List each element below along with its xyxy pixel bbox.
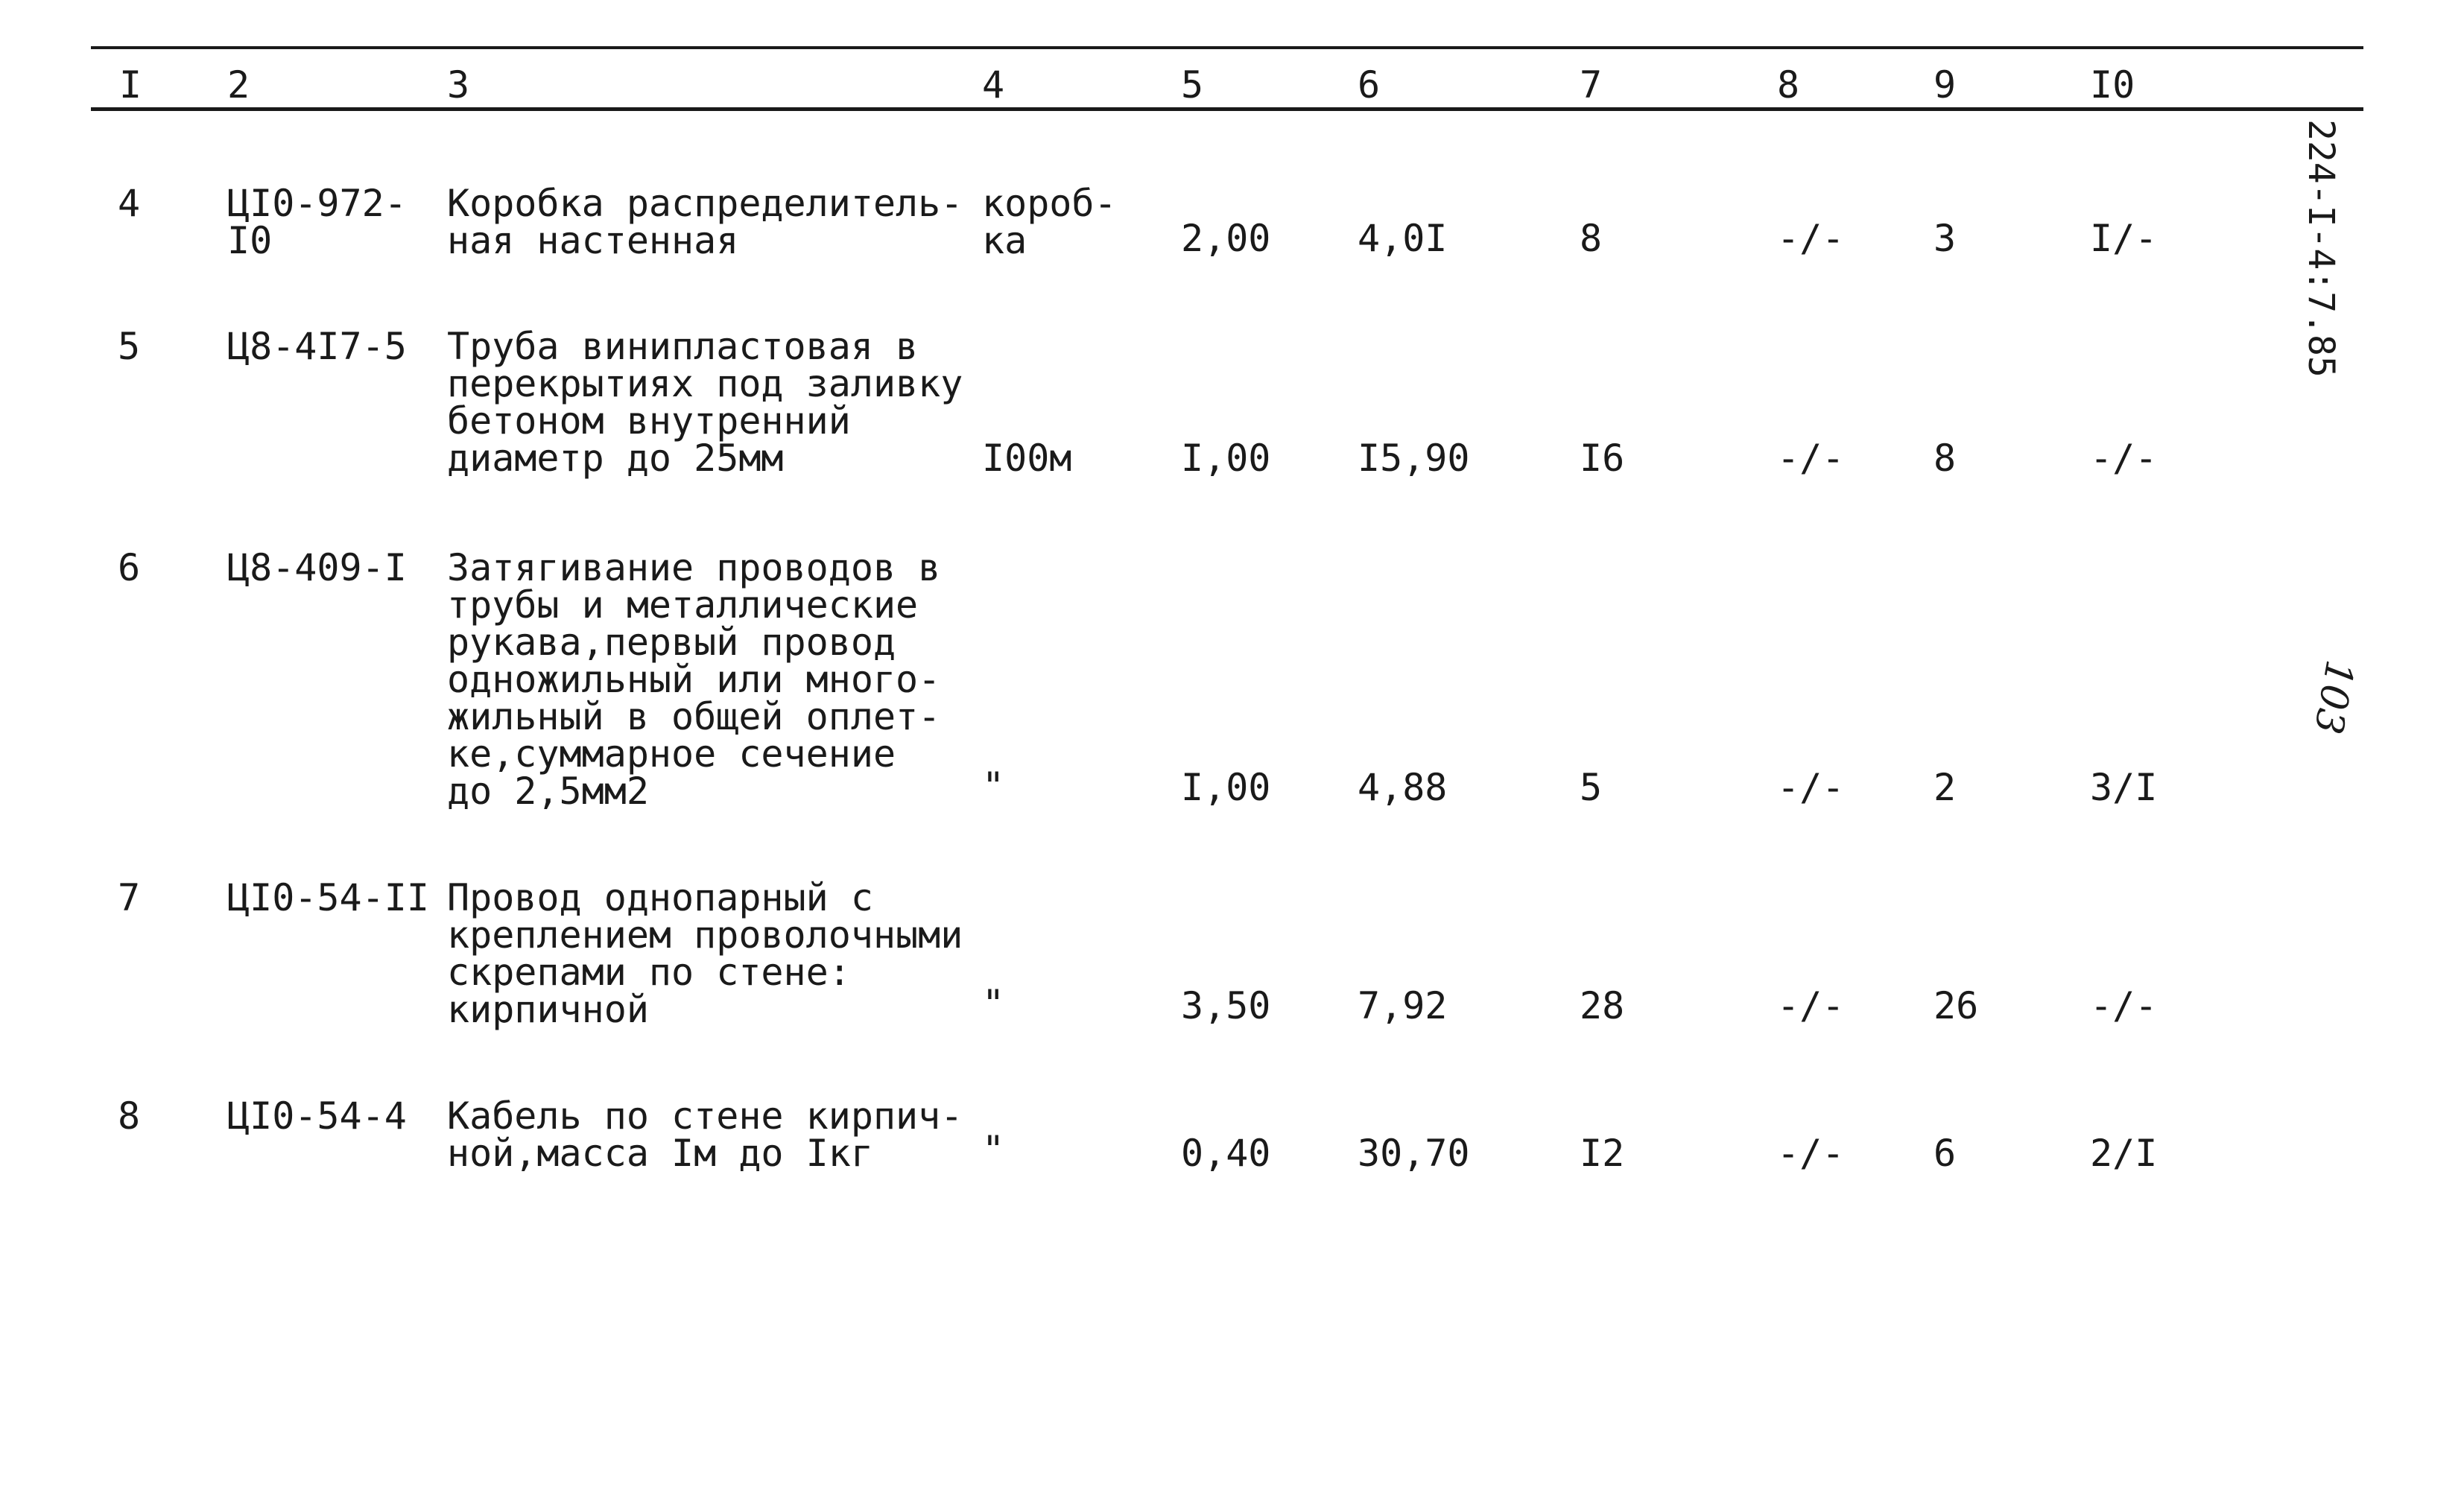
column-8-value: -/- bbox=[1777, 984, 1845, 1027]
column-10-value: -/- bbox=[2090, 437, 2158, 480]
column-header-8: 8 bbox=[1777, 63, 1800, 107]
quantity: 3,50 bbox=[1181, 984, 1271, 1027]
table-header-rule bbox=[91, 107, 2363, 111]
row-number: 4 bbox=[118, 182, 141, 225]
work-name: Коробка распределитель- ная настенная bbox=[447, 182, 963, 262]
column-header-5: 5 bbox=[1181, 63, 1204, 107]
column-10-value: I/- bbox=[2090, 217, 2158, 260]
column-header-10: I0 bbox=[2090, 63, 2135, 107]
page-number: 103 bbox=[2305, 656, 2362, 738]
row-number: 7 bbox=[118, 876, 141, 919]
norm-code: ЦI0-972- I0 bbox=[227, 182, 407, 262]
work-name: Затягивание проводов в трубы и металлические рукава,первый провод одножильный или много- жильный в общей оплет- ке,суммарное сечение до 2,5мм2 bbox=[447, 546, 941, 813]
column-header-3: 3 bbox=[447, 63, 470, 107]
column-7-value: 8 bbox=[1580, 217, 1603, 260]
quantity: 2,00 bbox=[1181, 217, 1271, 260]
norm-code: Ц8-409-I bbox=[227, 546, 407, 589]
column-8-value: -/- bbox=[1777, 1132, 1845, 1175]
column-header-7: 7 bbox=[1580, 63, 1603, 107]
document-code: 224-I-4:7.85 bbox=[2300, 119, 2342, 378]
unit: I00м bbox=[982, 437, 1072, 480]
column-7-value: 28 bbox=[1580, 984, 1625, 1027]
column-header-6: 6 bbox=[1358, 63, 1381, 107]
norm-code: ЦI0-54-II bbox=[227, 876, 429, 919]
column-header-2: 2 bbox=[227, 63, 250, 107]
column-6-value: I5,90 bbox=[1358, 437, 1470, 480]
column-6-value: 4,0I bbox=[1358, 217, 1448, 260]
column-header-4: 4 bbox=[982, 63, 1005, 107]
column-9-value: 26 bbox=[1933, 984, 1979, 1027]
column-9-value: 3 bbox=[1933, 217, 1957, 260]
column-8-value: -/- bbox=[1777, 766, 1845, 809]
column-7-value: I2 bbox=[1580, 1132, 1625, 1175]
row-number: 8 bbox=[118, 1094, 141, 1138]
norm-code: Ц8-4I7-5 bbox=[227, 325, 407, 368]
column-6-value: 7,92 bbox=[1358, 984, 1448, 1027]
quantity: I,00 bbox=[1181, 437, 1271, 480]
column-6-value: 30,70 bbox=[1358, 1132, 1470, 1175]
column-10-value: 2/I bbox=[2090, 1132, 2158, 1175]
unit: короб- ка bbox=[982, 182, 1117, 262]
quantity: I,00 bbox=[1181, 766, 1271, 809]
column-10-value: -/- bbox=[2090, 984, 2158, 1027]
work-name: Труба винипластовая в перекрытиях под заливку бетоном внутренний диаметр до 25мм bbox=[447, 325, 963, 480]
column-8-value: -/- bbox=[1777, 217, 1845, 260]
unit: " bbox=[982, 982, 1005, 1025]
column-9-value: 2 bbox=[1933, 766, 1957, 809]
column-header-9: 9 bbox=[1933, 63, 1957, 107]
column-6-value: 4,88 bbox=[1358, 766, 1448, 809]
column-7-value: I6 bbox=[1580, 437, 1625, 480]
row-number: 5 bbox=[118, 325, 141, 368]
column-9-value: 8 bbox=[1933, 437, 1957, 480]
work-name: Кабель по стене кирпич- ной,масса Iм до Iкг bbox=[447, 1094, 963, 1175]
table-top-rule bbox=[91, 46, 2363, 49]
norm-code: ЦI0-54-4 bbox=[227, 1094, 407, 1138]
unit: " bbox=[982, 764, 1005, 808]
work-name: Провод однопарный с креплением проволочными скрепами по стене: кирпичной bbox=[447, 876, 963, 1031]
column-10-value: 3/I bbox=[2090, 766, 2158, 809]
column-7-value: 5 bbox=[1580, 766, 1603, 809]
column-header-1: I bbox=[119, 63, 142, 107]
column-9-value: 6 bbox=[1933, 1132, 1957, 1175]
column-8-value: -/- bbox=[1777, 437, 1845, 480]
quantity: 0,40 bbox=[1181, 1132, 1271, 1175]
unit: " bbox=[982, 1128, 1005, 1171]
row-number: 6 bbox=[118, 546, 141, 589]
